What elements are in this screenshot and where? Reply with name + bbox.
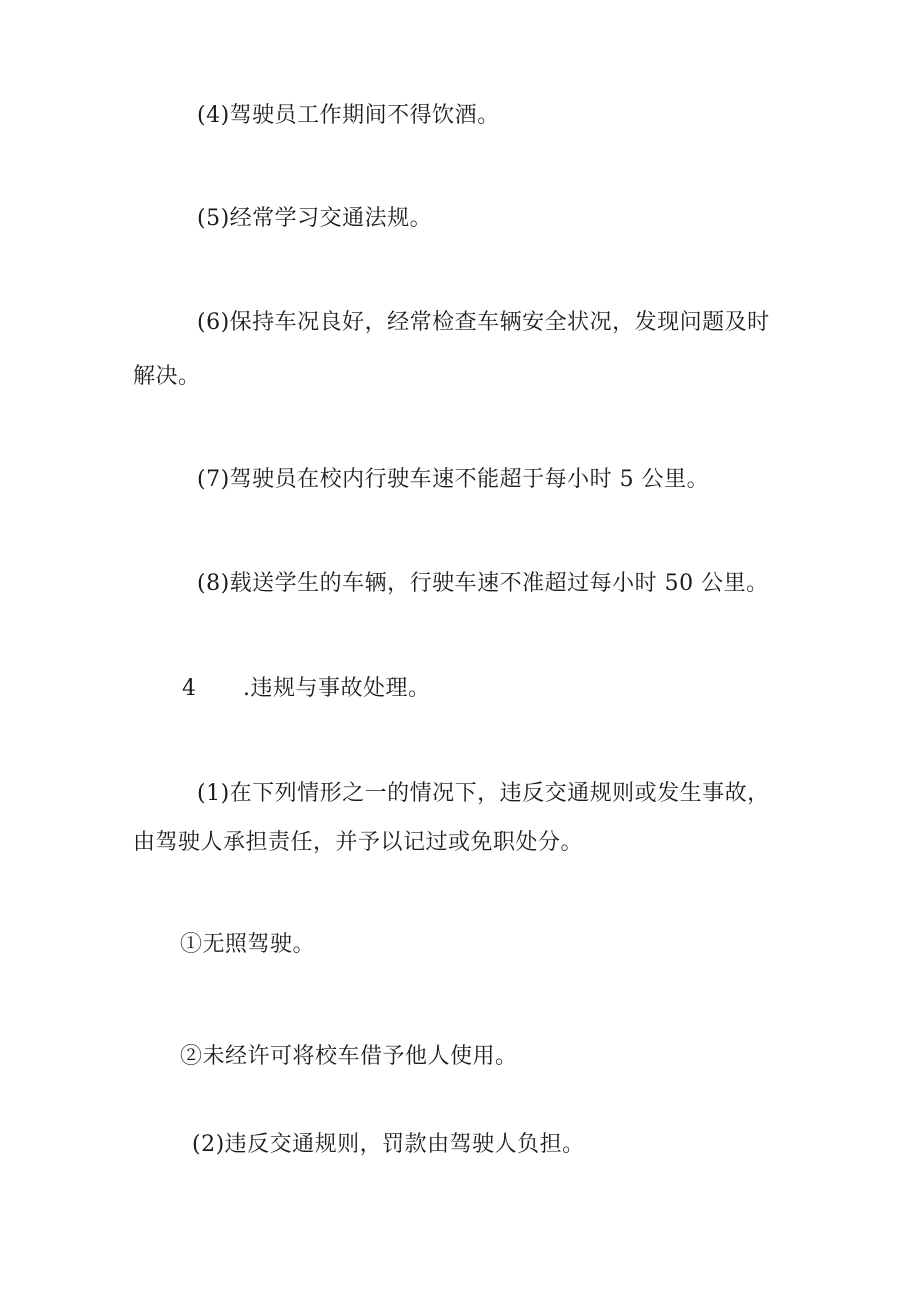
paragraph-rule-5: (5)经常学习交通法规。 [197,206,433,231]
paragraph-rule-4: (4)驾驶员工作期间不得饮酒。 [197,103,500,128]
list-item-no-license: ①无照驾驶。 [180,932,316,957]
paragraph-rule-8: (8)载送学生的车辆，行驶车速不准超过每小时 50 公里。 [197,571,769,596]
section-number: 4 [182,676,196,701]
paragraph-sub-1-line-1: (1)在下列情形之一的情况下，违反交通规则或发生事故， [197,781,770,806]
list-item-lend-vehicle: ②未经许可将校车借予他人使用。 [180,1044,518,1069]
paragraph-sub-2: (2)违反交通规则，罚款由驾驶人负担。 [192,1132,585,1157]
paragraph-rule-7: (7)驾驶员在校内行驶车速不能超于每小时 5 公里。 [197,467,710,492]
paragraph-sub-1-line-2: 由驾驶人承担责任，并予以记过或免职处分。 [133,830,584,855]
section-heading: .违规与事故处理。 [243,676,431,701]
paragraph-rule-6-line-2: 解决。 [133,364,201,389]
paragraph-rule-6-line-1: (6)保持车况良好，经常检查车辆安全状况，发现问题及时 [197,310,770,335]
